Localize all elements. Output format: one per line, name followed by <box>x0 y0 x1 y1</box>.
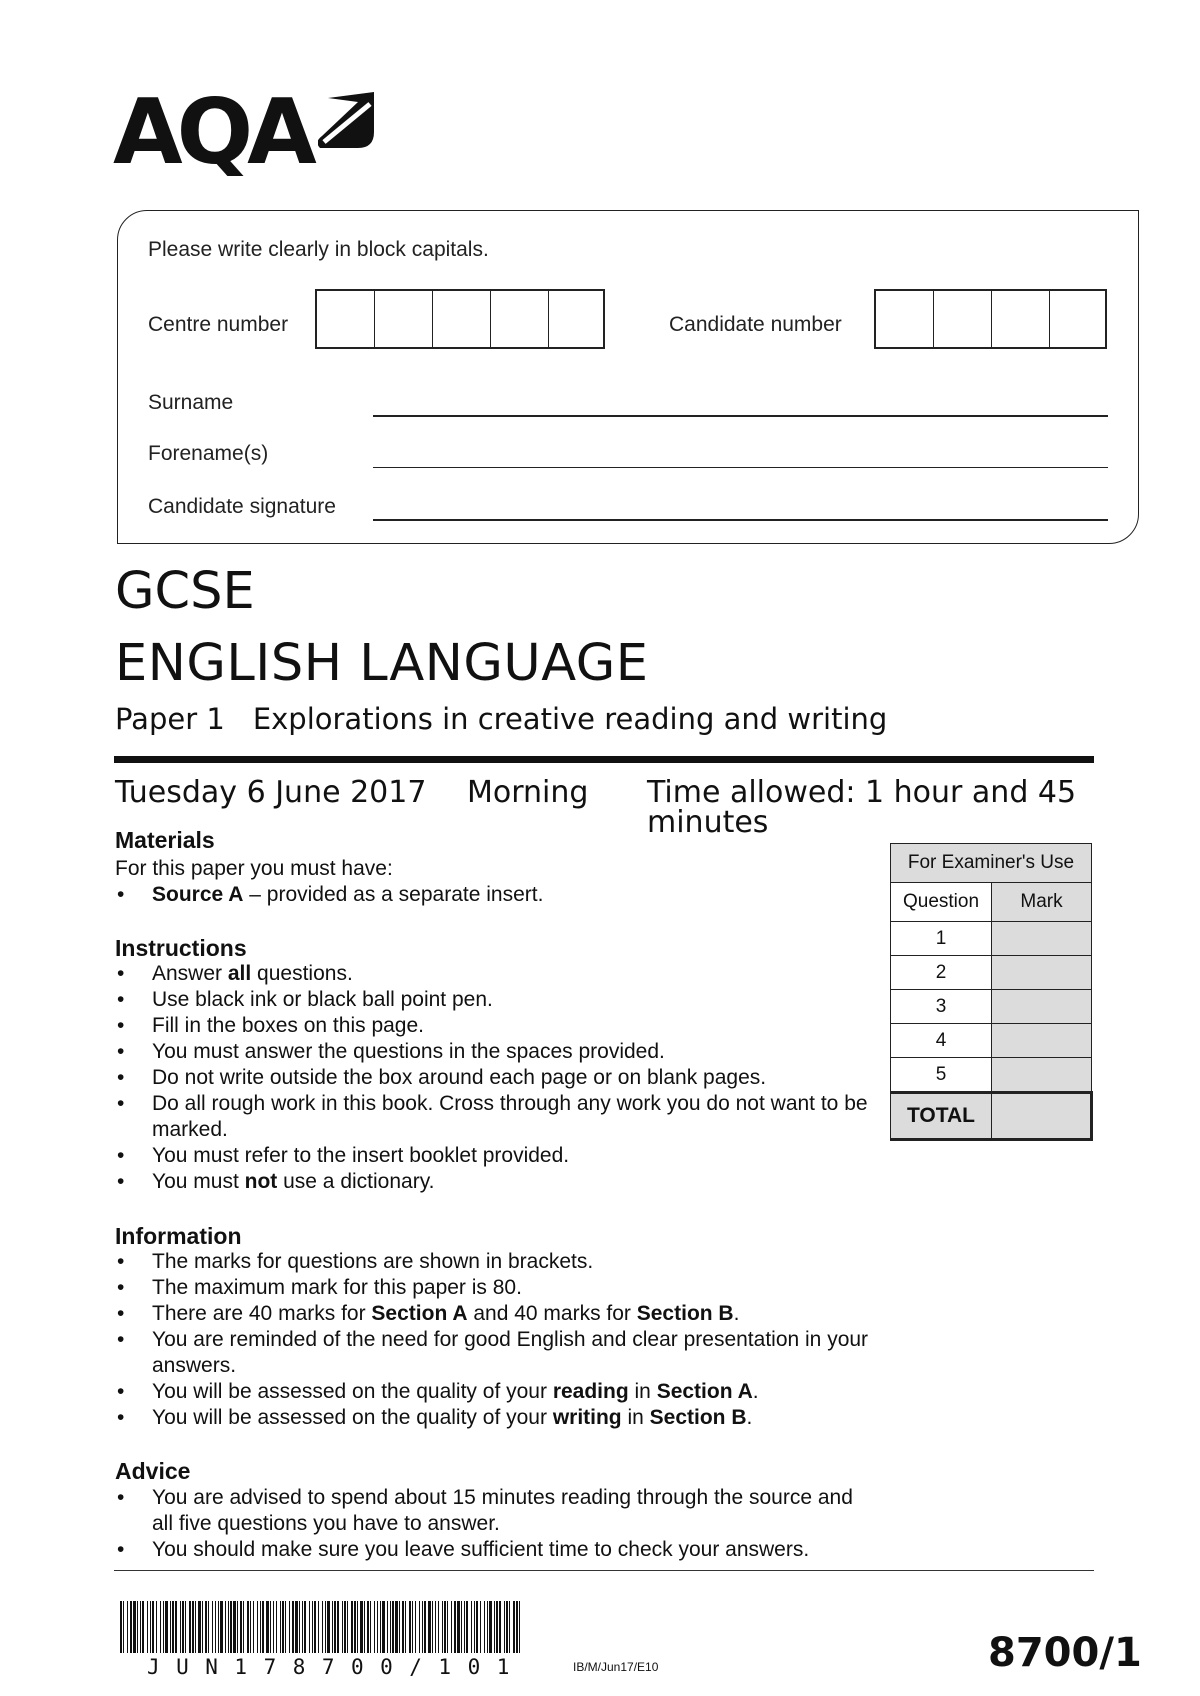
paper-code: 8700/1 <box>988 1630 1142 1676</box>
centre-number-boxes[interactable] <box>315 289 605 349</box>
barcode-bar <box>140 1601 141 1653</box>
barcode-bar <box>513 1601 515 1653</box>
paper-reference: IB/M/Jun17/E10 <box>573 1660 659 1674</box>
barcode-bar <box>250 1601 251 1653</box>
barcode-bar <box>342 1601 343 1653</box>
barcode-bar <box>457 1601 460 1653</box>
barcode-bar <box>484 1601 485 1653</box>
barcode-bar <box>299 1601 300 1653</box>
barcode-bar <box>202 1601 203 1653</box>
barcode-bar <box>480 1601 481 1653</box>
barcode-bar <box>395 1601 398 1653</box>
barcode-bar <box>247 1601 249 1653</box>
forename-label: Forename(s) <box>148 442 269 465</box>
list-item: • You are advised to spend about 15 minutes reading through the source and all five questions you have to answer. <box>115 1485 875 1537</box>
barcode-bar <box>137 1601 138 1653</box>
barcode-bar <box>318 1601 319 1653</box>
barcode-bar <box>243 1601 244 1653</box>
mark-cell[interactable] <box>992 956 1092 990</box>
barcode-bar <box>120 1601 122 1653</box>
barcode-bar <box>292 1601 294 1653</box>
barcode-bar <box>150 1601 151 1653</box>
barcode-bar <box>289 1601 290 1653</box>
barcode-bar <box>257 1601 258 1653</box>
list-item: • Use black ink or black ball point pen. <box>115 987 875 1013</box>
list-item: • The maximum mark for this paper is 80. <box>115 1275 875 1301</box>
barcode-bar <box>382 1601 385 1653</box>
list-item: • There are 40 marks for Section A and 40 marks for Section B. <box>115 1301 875 1327</box>
barcode-bar <box>402 1601 404 1653</box>
barcode-bar <box>185 1601 186 1653</box>
list-item: • You are reminded of the need for good English and clear presentation in your answers. <box>115 1327 875 1379</box>
question-column-header: Question <box>891 883 992 922</box>
barcode-bar <box>123 1601 124 1653</box>
list-item: • Do not write outside the box around each page or on blank pages. <box>115 1065 875 1091</box>
barcode-bar <box>302 1601 303 1653</box>
signature-line[interactable] <box>373 519 1108 521</box>
paper-number: Paper 1 <box>115 702 225 736</box>
barcode-bar <box>233 1601 236 1653</box>
time-allowed: Time allowed: 1 hour and 45 minutes <box>647 775 1077 840</box>
barcode-bar <box>262 1601 264 1653</box>
question-number: 4 <box>891 1024 992 1058</box>
exam-date: Tuesday 6 June 2017 <box>115 775 427 810</box>
list-item: • You will be assessed on the quality of your reading in Section A. <box>115 1379 875 1405</box>
barcode-bar <box>182 1601 184 1653</box>
barcode-bar <box>130 1601 132 1653</box>
barcode-bar <box>266 1601 269 1653</box>
candidate-digit-box[interactable] <box>934 291 992 347</box>
barcode-bar <box>337 1601 339 1653</box>
barcode-bar <box>442 1601 443 1653</box>
barcode-bar <box>228 1601 229 1653</box>
barcode-bar <box>127 1601 128 1653</box>
barcode-bar <box>432 1601 433 1653</box>
barcode-bar <box>312 1601 313 1653</box>
barcode-bar <box>360 1601 363 1653</box>
barcode-bar <box>447 1601 448 1653</box>
materials-heading: Materials <box>115 827 215 853</box>
barcode-bar <box>466 1601 468 1653</box>
barcode-bar <box>273 1601 274 1653</box>
examiner-use-table <box>890 843 1093 1141</box>
table-row <box>891 1024 1092 1058</box>
table-row <box>891 956 1092 990</box>
information-heading: Information <box>115 1223 242 1249</box>
barcode-bar <box>309 1601 310 1653</box>
list-item: • The marks for questions are shown in brackets. <box>115 1249 875 1275</box>
barcode-bar <box>419 1601 420 1653</box>
question-number: 2 <box>891 956 992 990</box>
barcode-bar <box>198 1601 201 1653</box>
barcode-bar <box>474 1601 475 1653</box>
barcode-text: JUN178700/101 <box>147 1655 526 1679</box>
barcode-bar <box>422 1601 423 1653</box>
barcode-bar <box>347 1601 348 1653</box>
barcode-bar <box>519 1601 520 1653</box>
barcode-bar <box>240 1601 242 1653</box>
centre-digit-box[interactable] <box>433 291 491 347</box>
barcode-bar <box>357 1601 358 1653</box>
advice-heading: Advice <box>115 1458 191 1484</box>
barcode-bar <box>208 1601 209 1653</box>
block-capitals-instruction: Please write clearly in block capitals. <box>148 238 489 261</box>
barcode-bar <box>172 1601 174 1653</box>
barcode-bar <box>435 1601 436 1653</box>
footer-rule <box>114 1570 1094 1571</box>
instructions-list <box>115 961 875 1195</box>
barcode-bar <box>322 1601 323 1653</box>
mark-cell[interactable] <box>992 1024 1092 1058</box>
barcode-bar <box>464 1601 465 1653</box>
barcode-bar <box>454 1601 456 1653</box>
barcode-bar <box>215 1601 216 1653</box>
barcode-bar <box>175 1601 177 1653</box>
candidate-digit-box[interactable] <box>992 291 1050 347</box>
paper-name: Explorations in creative reading and writing <box>252 702 888 736</box>
total-row <box>891 1093 1092 1140</box>
barcode-bar <box>344 1601 346 1653</box>
table-row <box>891 990 1092 1024</box>
barcode-bar <box>496 1601 498 1653</box>
barcode-bar <box>218 1601 219 1653</box>
question-number: 5 <box>891 1058 992 1093</box>
list-item: • You should make sure you leave sufficient time to check your answers. <box>115 1537 875 1563</box>
centre-digit-box[interactable] <box>549 291 603 347</box>
total-mark-cell[interactable] <box>992 1093 1092 1140</box>
barcode-bar <box>489 1601 492 1653</box>
barcode-bar <box>334 1601 336 1653</box>
surname-line[interactable] <box>373 415 1108 417</box>
barcode-bar <box>409 1601 411 1653</box>
barcode-bar <box>374 1601 375 1653</box>
materials-intro: For this paper you must have: <box>115 857 393 880</box>
barcode-bar <box>351 1601 353 1653</box>
barcode-bar <box>163 1601 164 1653</box>
barcode-bar <box>405 1601 406 1653</box>
list-item: • You must refer to the insert booklet provided. <box>115 1143 875 1169</box>
surname-label: Surname <box>148 391 234 414</box>
signature-label: Candidate signature <box>148 495 336 518</box>
barcode-bar <box>487 1601 488 1653</box>
barcode-bar <box>444 1601 446 1653</box>
mark-column-header: Mark <box>992 883 1092 922</box>
barcode-bar <box>471 1601 472 1653</box>
candidate-number-boxes[interactable] <box>874 289 1107 349</box>
barcode-bar <box>160 1601 161 1653</box>
barcode-bar <box>180 1601 181 1653</box>
barcode-bar <box>220 1601 223 1653</box>
candidate-number-label: Candidate number <box>669 313 842 336</box>
barcode-bar <box>192 1601 194 1653</box>
barcode-bar <box>212 1601 213 1653</box>
list-item: • Fill in the boxes on this page. <box>115 1013 875 1039</box>
barcode-bar <box>380 1601 381 1653</box>
barcode-bar <box>504 1601 505 1653</box>
mark-cell[interactable] <box>992 1058 1092 1093</box>
subject-title: ENGLISH LANGUAGE <box>115 634 649 693</box>
barcode-bar <box>147 1601 148 1653</box>
centre-digit-box[interactable] <box>375 291 433 347</box>
materials-list <box>115 882 875 908</box>
list-item: • Do all rough work in this book. Cross through any work you do not want to be marked. <box>115 1091 875 1143</box>
mark-cell[interactable] <box>992 922 1092 956</box>
barcode <box>120 1601 530 1653</box>
barcode-bar <box>332 1601 333 1653</box>
barcode-bar <box>499 1601 501 1653</box>
barcode-bar <box>509 1601 510 1653</box>
barcode-bar <box>494 1601 495 1653</box>
list-item: • Source A – provided as a separate insert. <box>115 882 875 908</box>
barcode-bar <box>364 1601 365 1653</box>
centre-digit-box[interactable] <box>317 291 375 347</box>
barcode-bar <box>399 1601 400 1653</box>
barcode-bar <box>276 1601 277 1653</box>
barcode-bar <box>270 1601 271 1653</box>
barcode-bar <box>451 1601 452 1653</box>
list-item: • Answer all questions. <box>115 961 875 987</box>
barcode-bar <box>133 1601 136 1653</box>
candidate-digit-box[interactable] <box>1050 291 1105 347</box>
examiner-table-title: For Examiner's Use <box>891 844 1092 883</box>
barcode-bar <box>327 1601 330 1653</box>
barcode-bar <box>225 1601 226 1653</box>
barcode-bar <box>516 1601 518 1653</box>
instructions-heading: Instructions <box>115 935 247 961</box>
total-label: TOTAL <box>891 1093 992 1140</box>
list-item: • You must not use a dictionary. <box>115 1169 875 1195</box>
barcode-bar <box>156 1601 157 1653</box>
barcode-bar <box>390 1601 391 1653</box>
barcode-bar <box>415 1601 416 1653</box>
barcode-bar <box>367 1601 369 1653</box>
barcode-bar <box>280 1601 281 1653</box>
header-rule <box>114 756 1094 763</box>
barcode-bar <box>295 1601 298 1653</box>
barcode-bar <box>424 1601 426 1653</box>
question-number: 3 <box>891 990 992 1024</box>
barcode-bar <box>354 1601 356 1653</box>
barcode-bar <box>377 1601 378 1653</box>
barcode-bar <box>370 1601 371 1653</box>
centre-number-label: Centre number <box>148 313 289 336</box>
barcode-bar <box>195 1601 196 1653</box>
mark-cell[interactable] <box>992 990 1092 1024</box>
aqa-logo-text: AQA <box>113 80 311 185</box>
barcode-bar <box>142 1601 144 1653</box>
barcode-bar <box>392 1601 394 1653</box>
barcode-bar <box>506 1601 508 1653</box>
paper-title <box>115 702 888 736</box>
centre-digit-box[interactable] <box>491 291 549 347</box>
information-list <box>115 1249 875 1431</box>
barcode-bar <box>428 1601 431 1653</box>
barcode-bar <box>253 1601 254 1653</box>
list-item: • You will be assessed on the quality of your writing in Section B. <box>115 1405 875 1431</box>
aqa-leaf-icon <box>318 92 380 154</box>
forename-line[interactable] <box>373 467 1108 468</box>
exam-session: Morning <box>467 775 589 810</box>
barcode-bar <box>237 1601 238 1653</box>
barcode-bar <box>189 1601 191 1653</box>
barcode-bar <box>230 1601 232 1653</box>
barcode-bar <box>170 1601 171 1653</box>
barcode-bar <box>476 1601 478 1653</box>
question-number: 1 <box>891 922 992 956</box>
table-row <box>891 1058 1092 1093</box>
barcode-bar <box>282 1601 284 1653</box>
qualification-title: GCSE <box>115 562 255 621</box>
barcode-bar <box>152 1601 154 1653</box>
barcode-bar <box>438 1601 439 1653</box>
barcode-bar <box>314 1601 316 1653</box>
advice-list <box>115 1485 875 1563</box>
barcode-bar <box>165 1601 168 1653</box>
table-row <box>891 922 1092 956</box>
barcode-bar <box>260 1601 261 1653</box>
barcode-bar <box>325 1601 326 1653</box>
barcode-bar <box>304 1601 306 1653</box>
barcode-bar <box>387 1601 388 1653</box>
barcode-bar <box>461 1601 462 1653</box>
list-item: • You must answer the questions in the spaces provided. <box>115 1039 875 1065</box>
barcode-bar <box>412 1601 413 1653</box>
candidate-digit-box[interactable] <box>876 291 934 347</box>
barcode-bar <box>205 1601 207 1653</box>
barcode-bar <box>285 1601 286 1653</box>
